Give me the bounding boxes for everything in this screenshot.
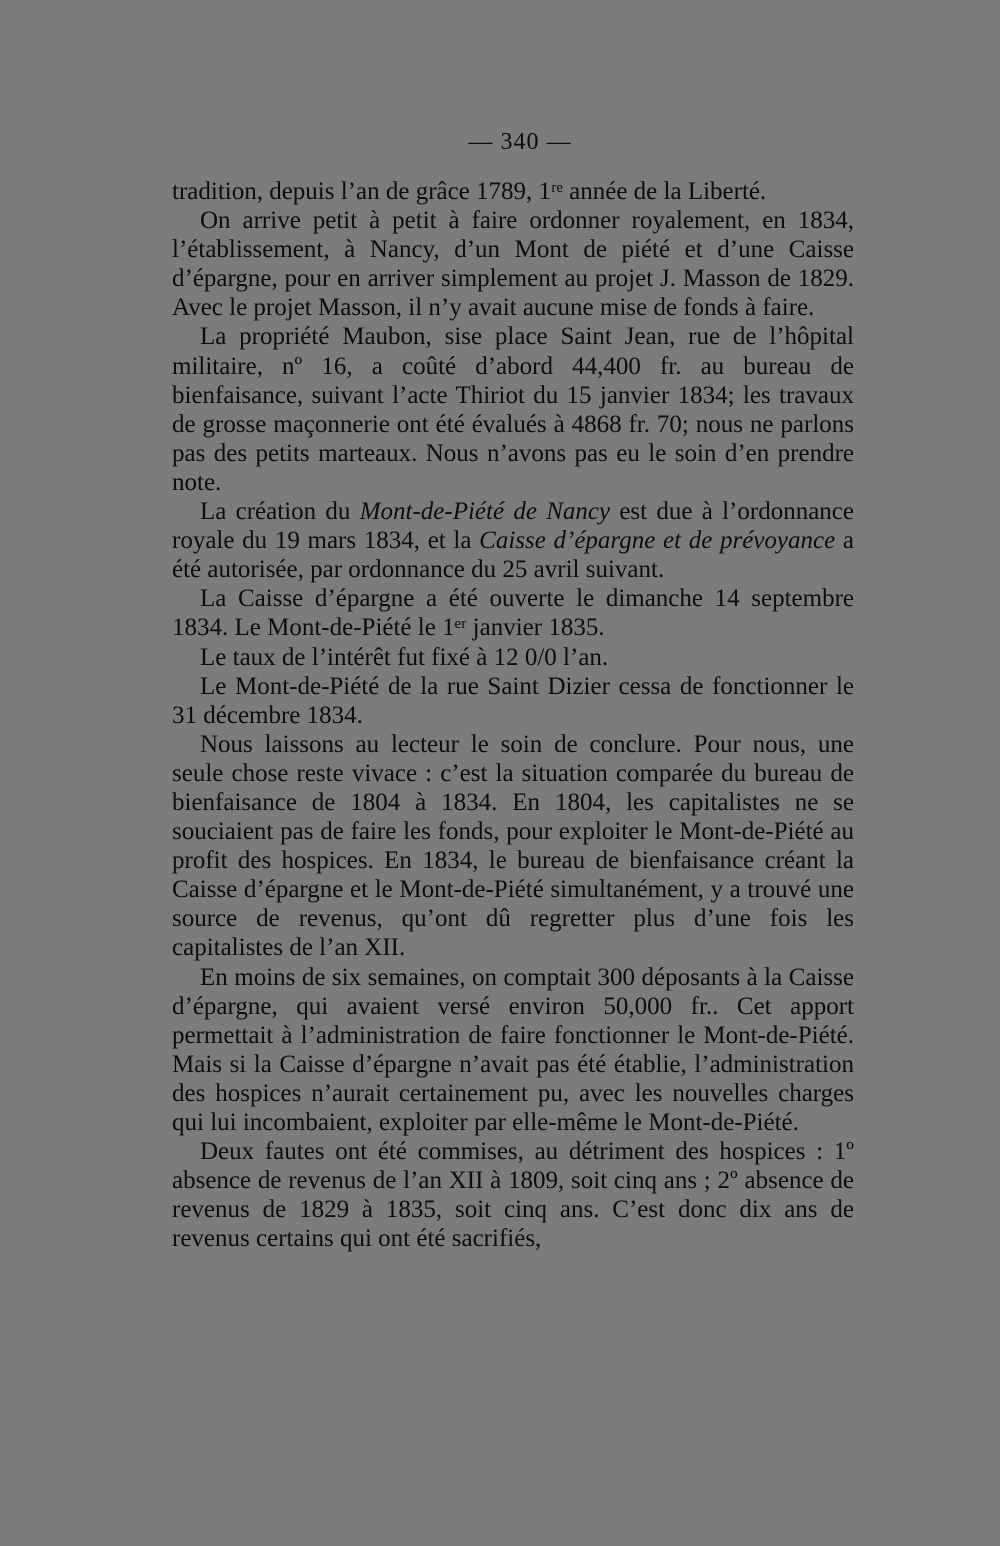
text-segment: a été autorisée, par ordonnance du 25 avril suivant.	[172, 527, 854, 584]
paragraph-taux-interet: Le taux de l’intérêt fut fixé à 12 0/0 l’an.	[200, 643, 609, 671]
paragraph-ordonnance-royale: On arrive petit à petit à faire ordonner royalement, en 1834, l’établissement, à Nancy, d’un Mont de piété et d’une Caisse d’épargne, pour en arriver simplement au projet J. Masson de 1829. Avec le projet Masson, il n’y avait aucune mise de fonds à faire.	[172, 207, 854, 322]
body-text	[172, 177, 854, 1253]
paragraph-propriete-maubon: La propriété Maubon, sise place Saint Jean, rue de l’hôpital militaire, nº 16, a coûté d’abord 44,400 fr. au bureau de bienfaisance, suivant l’acte Thiriot du 15 janvier 1834; les travaux de grosse maçonnerie ont été évalués à 4868 fr. 70; nous ne parlons pas des petits marteaux. Nous n’avons pas eu le soin d’en prendre note.	[172, 323, 854, 496]
paragraph-deux-fautes: Deux fautes ont été commises, au détriment des hospices : 1º absence de revenus de l’an XII à 1809, soit cinq ans ; 2º absence de revenus de 1829 à 1835, soit cinq ans. C’est donc dix ans de revenus certains qui ont été sacrifiés,	[172, 1138, 854, 1253]
paragraph-ouverture-caisse: La Caisse d’épargne a été ouverte le dimanche 14 septembre 1834. Le Mont-de-Piété le 1ᵉʳ janvier 1835.	[172, 585, 854, 642]
italic-caisse-d-epargne: Caisse d’épargne et de prévoyance	[479, 527, 836, 555]
paragraph-rue-saint-dizier: Le Mont-de-Piété de la rue Saint Dizier cessa de fonctionner le 31 décembre 1834.	[172, 672, 854, 729]
paragraph-tradition: tradition, depuis l’an de grâce 1789, 1ʳᵉ année de la Liberté.	[172, 178, 767, 205]
italic-mont-de-piete-de-nancy: Mont-de-Piété de Nancy	[359, 498, 611, 526]
text-segment: La création du	[200, 498, 360, 526]
text-segment: est due à l’ordonnance royale du 19 mars 1834, et la	[172, 498, 854, 555]
paragraph-creation-mont-de-piete	[172, 497, 854, 584]
paragraph-six-semaines: En moins de six semaines, on comptait 300 déposants à la Caisse d’épargne, qui avaient versé environ 50,000 fr.. Cet apport permettait à l’administration de faire fonctionner le Mont-de-Piété. Mais si la Caisse d’épargne n’avait pas été établie, l’administration des hospices n’aurait certainement pu, avec les nouvelles charges qui lui incombaient, exploiter par elle-même le Mont-de-Piété.	[172, 963, 854, 1136]
paragraph-conclure: Nous laissons au lecteur le soin de conclure. Pour nous, une seule chose reste vivace : c’est la situation comparée du bureau de bienfaisance de 1804 à 1834. En 1804, les capitalistes ne se souciaient pas de faire les fonds, pour exploiter le Mont-de-Piété au profit des hospices. En 1834, le bureau de bienfaisance créant la Caisse d’épargne et le Mont-de-Piété simultanément, y a trouvé une source de revenus, qu’ont dû regretter plus d’une fois les capitalistes de l’an XII.	[172, 730, 854, 962]
page-number: — 340 —	[468, 129, 572, 155]
book-page	[172, 128, 854, 1253]
